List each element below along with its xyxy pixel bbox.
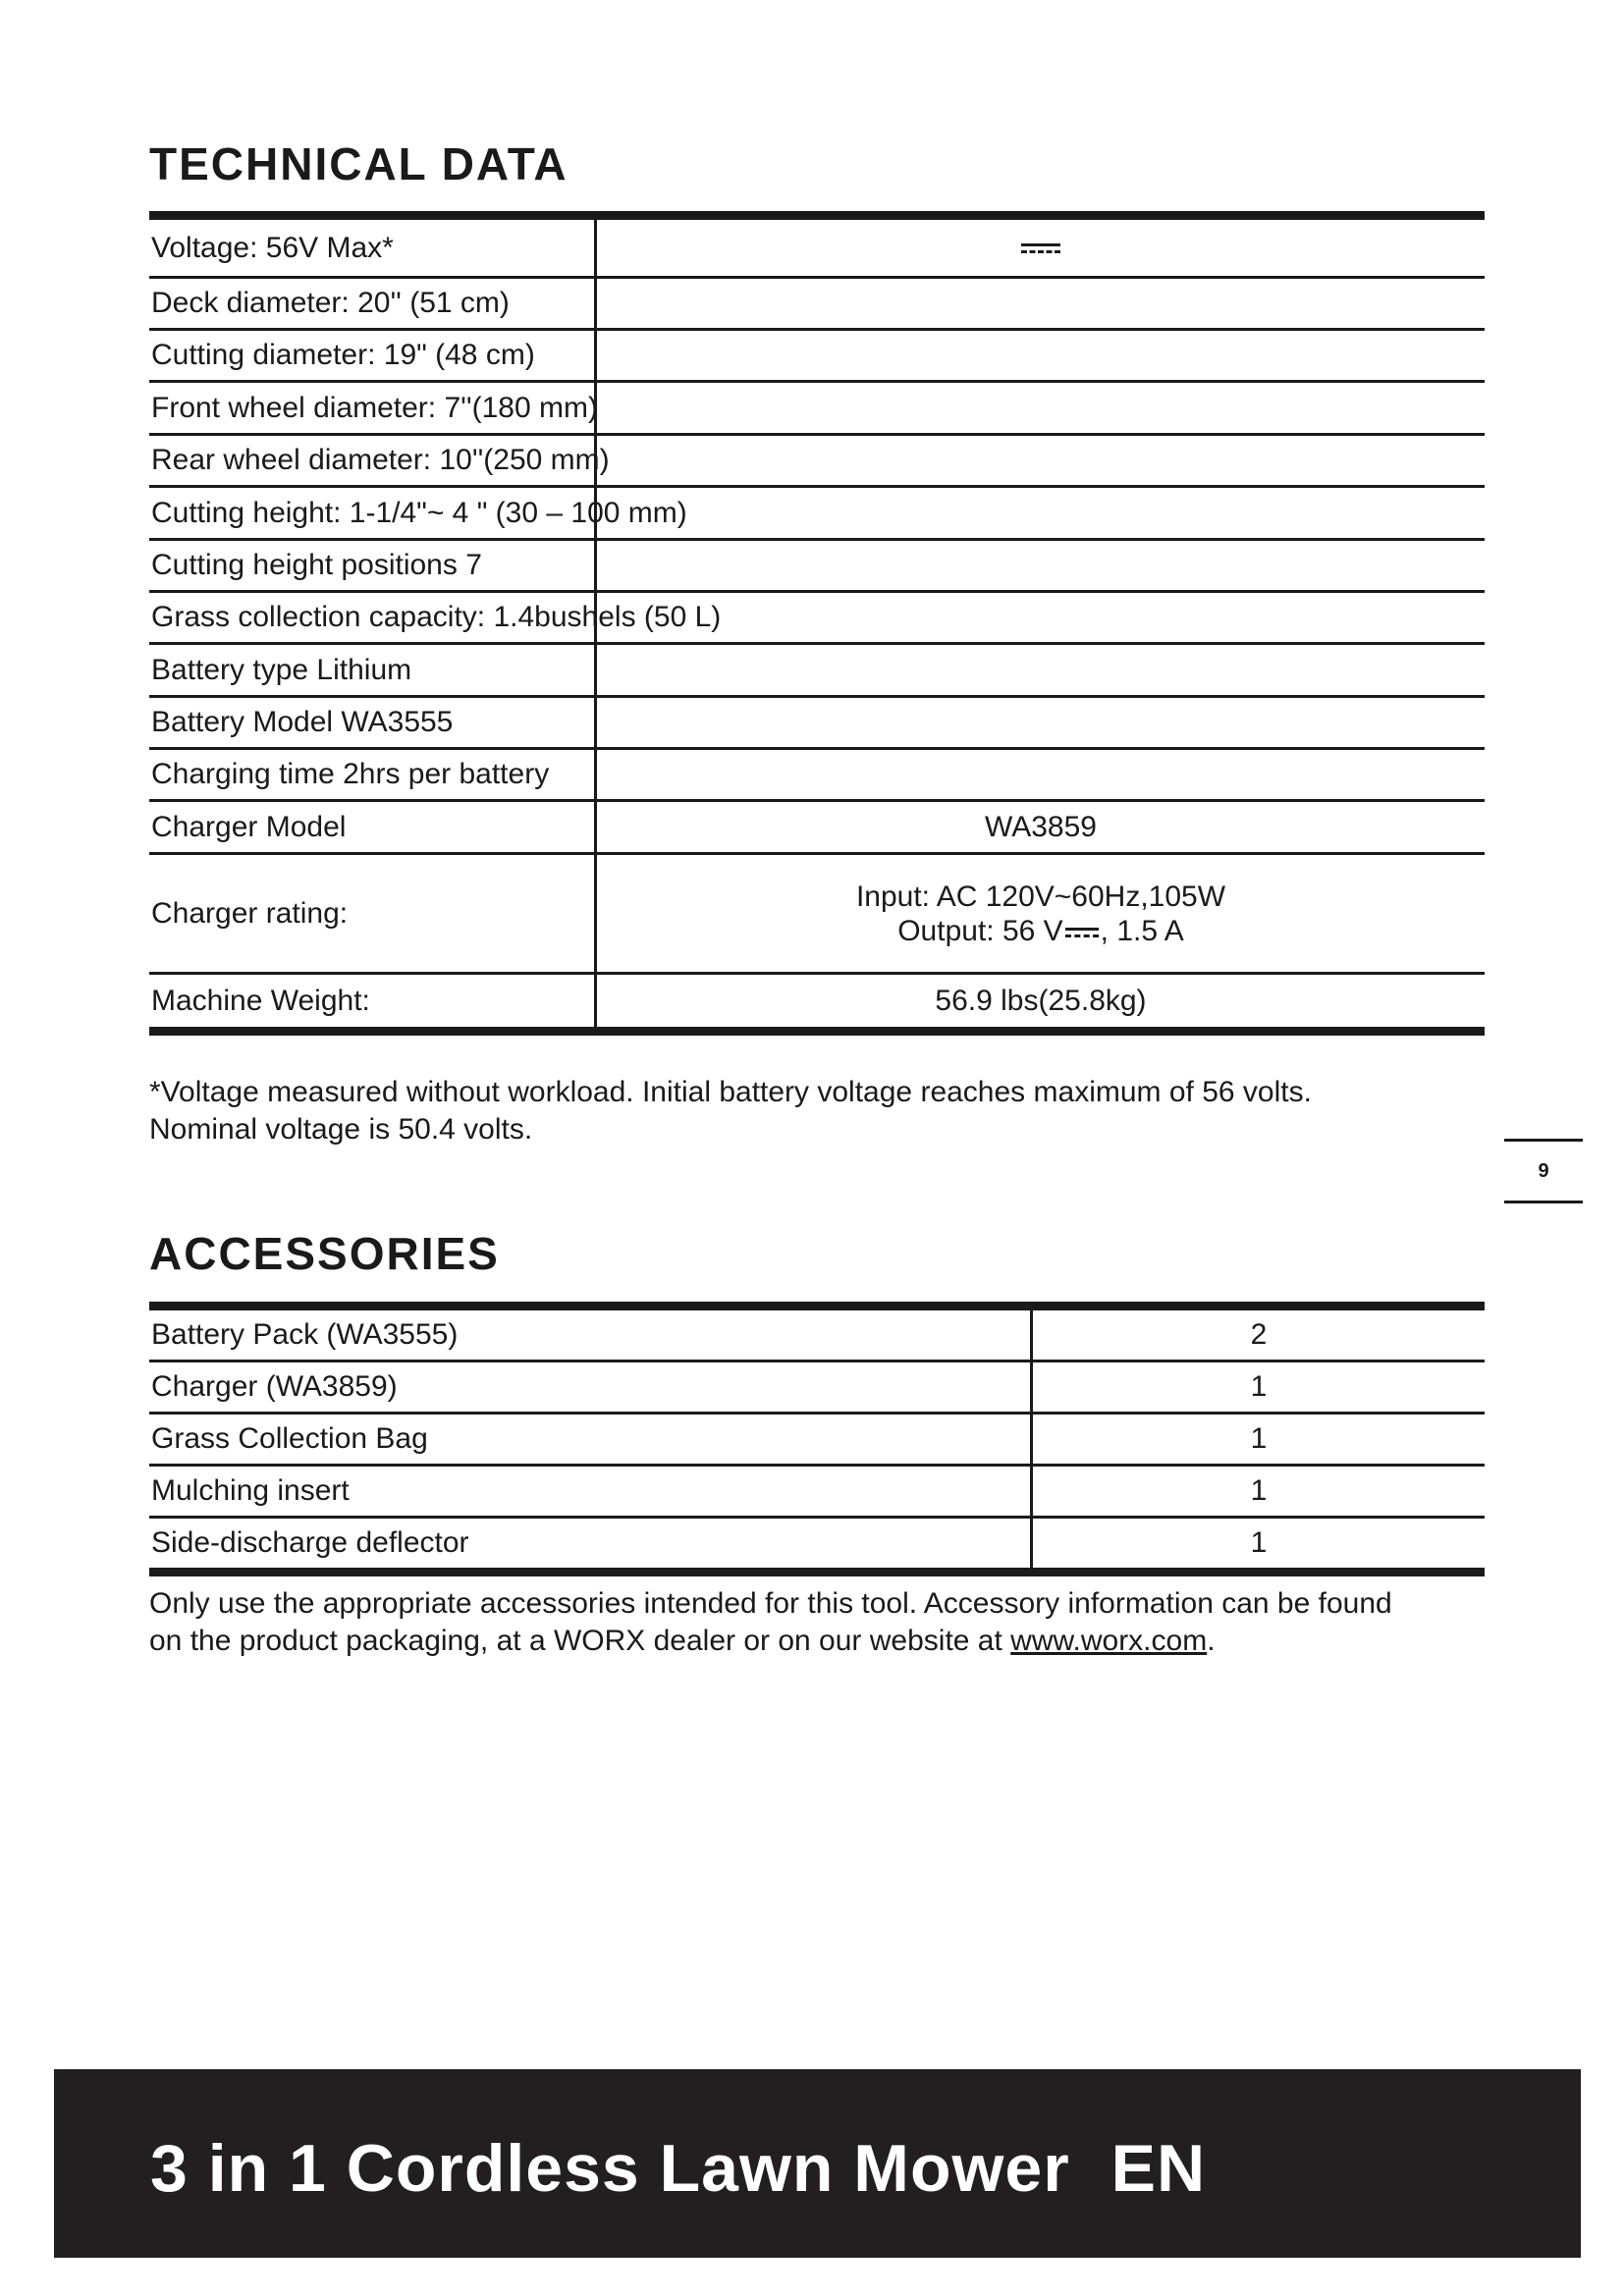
table-row	[149, 802, 1485, 855]
row-label: Voltage: 56V Max*	[151, 231, 394, 264]
row-label: Cutting height: 1-1/4"~ 4 " (30 – 100 mm)	[151, 496, 687, 529]
note-period: .	[1207, 1625, 1216, 1657]
note-line: on the product packaging, at a WORX dealer or on our website at	[149, 1625, 1002, 1657]
dc-current-icon	[1021, 241, 1060, 255]
table-row	[149, 488, 1485, 541]
output-suffix: , 1.5 A	[1100, 914, 1184, 947]
accessory-qty: 1	[1250, 1474, 1268, 1507]
row-label: Battery Model WA3555	[151, 706, 454, 738]
row-label: Front wheel diameter: 7''(180 mm)	[151, 391, 598, 424]
accessory-name: Charger (WA3859)	[151, 1370, 398, 1403]
accessory-name: Grass Collection Bag	[151, 1422, 428, 1455]
table-row	[149, 541, 1485, 593]
row-value: 56.9 lbs(25.8kg)	[935, 984, 1147, 1017]
row-label: Charger Model	[151, 810, 347, 843]
row-label: Deck diameter: 20'' (51 cm)	[151, 287, 510, 319]
output-prefix: Output: 56 V	[897, 914, 1063, 947]
row-label: Cutting diameter: 19" (48 cm)	[151, 339, 535, 371]
accessories-note	[149, 1585, 1504, 1660]
accessory-qty: 1	[1250, 1526, 1268, 1559]
row-value: WA3859	[985, 810, 1097, 843]
row-label: Grass collection capacity: 1.4bushels (50 L)	[151, 601, 722, 633]
dc-current-icon	[1065, 927, 1099, 938]
table-row	[149, 1519, 1485, 1576]
row-label: Charging time 2hrs per battery	[151, 758, 550, 790]
row-label: Rear wheel diameter: 10''(250 mm)	[151, 444, 610, 476]
language-code: EN	[1110, 2131, 1207, 2206]
table-row	[149, 1415, 1485, 1467]
footnote-line: *Voltage measured without workload. Initial battery voltage reaches maximum of 56 volts.	[149, 1076, 1312, 1108]
charger-output-rating	[856, 914, 1225, 948]
table-row	[149, 1467, 1485, 1519]
accessory-name: Side-discharge deflector	[151, 1526, 469, 1559]
footnote-line: Nominal voltage is 50.4 volts.	[149, 1113, 533, 1146]
accessory-qty: 1	[1250, 1422, 1268, 1455]
table-row	[149, 750, 1485, 802]
accessory-name: Battery Pack (WA3555)	[151, 1318, 459, 1351]
table-row	[149, 220, 1485, 279]
row-label: Machine Weight:	[151, 984, 370, 1017]
table-row	[149, 855, 1485, 975]
table-row	[149, 331, 1485, 383]
accessory-qty: 2	[1250, 1318, 1268, 1351]
table-row	[149, 1310, 1485, 1362]
table-top-rule	[149, 211, 1485, 220]
table-row	[149, 593, 1485, 645]
accessories-heading: ACCESSORIES	[149, 1228, 500, 1279]
note-line: Only use the appropriate accessories intended for this tool. Accessory information can be found	[149, 1587, 1392, 1620]
table-row	[149, 645, 1485, 698]
row-label: Charger rating:	[151, 896, 349, 930]
voltage-footnote	[149, 1074, 1504, 1148]
row-label: Battery type Lithium	[151, 653, 412, 686]
table-row	[149, 698, 1485, 750]
accessory-qty: 1	[1250, 1370, 1268, 1403]
footer-title	[150, 2130, 1206, 2207]
website-link[interactable]: www.worx.com	[1010, 1625, 1208, 1657]
table-top-rule	[149, 1302, 1485, 1310]
table-row	[149, 436, 1485, 488]
product-name: 3 in 1 Cordless Lawn Mower	[150, 2131, 1070, 2206]
page-number: 9	[1504, 1139, 1583, 1203]
accessory-name: Mulching insert	[151, 1474, 350, 1507]
table-row	[149, 1362, 1485, 1415]
table-row	[149, 975, 1485, 1036]
table-row	[149, 383, 1485, 436]
table-row	[149, 279, 1485, 331]
charger-input-rating: Input: AC 120V~60Hz,105W	[855, 880, 1226, 913]
technical-data-heading: TECHNICAL DATA	[149, 138, 568, 189]
footer-band	[54, 2069, 1581, 2258]
row-label: Cutting height positions 7	[151, 549, 482, 581]
